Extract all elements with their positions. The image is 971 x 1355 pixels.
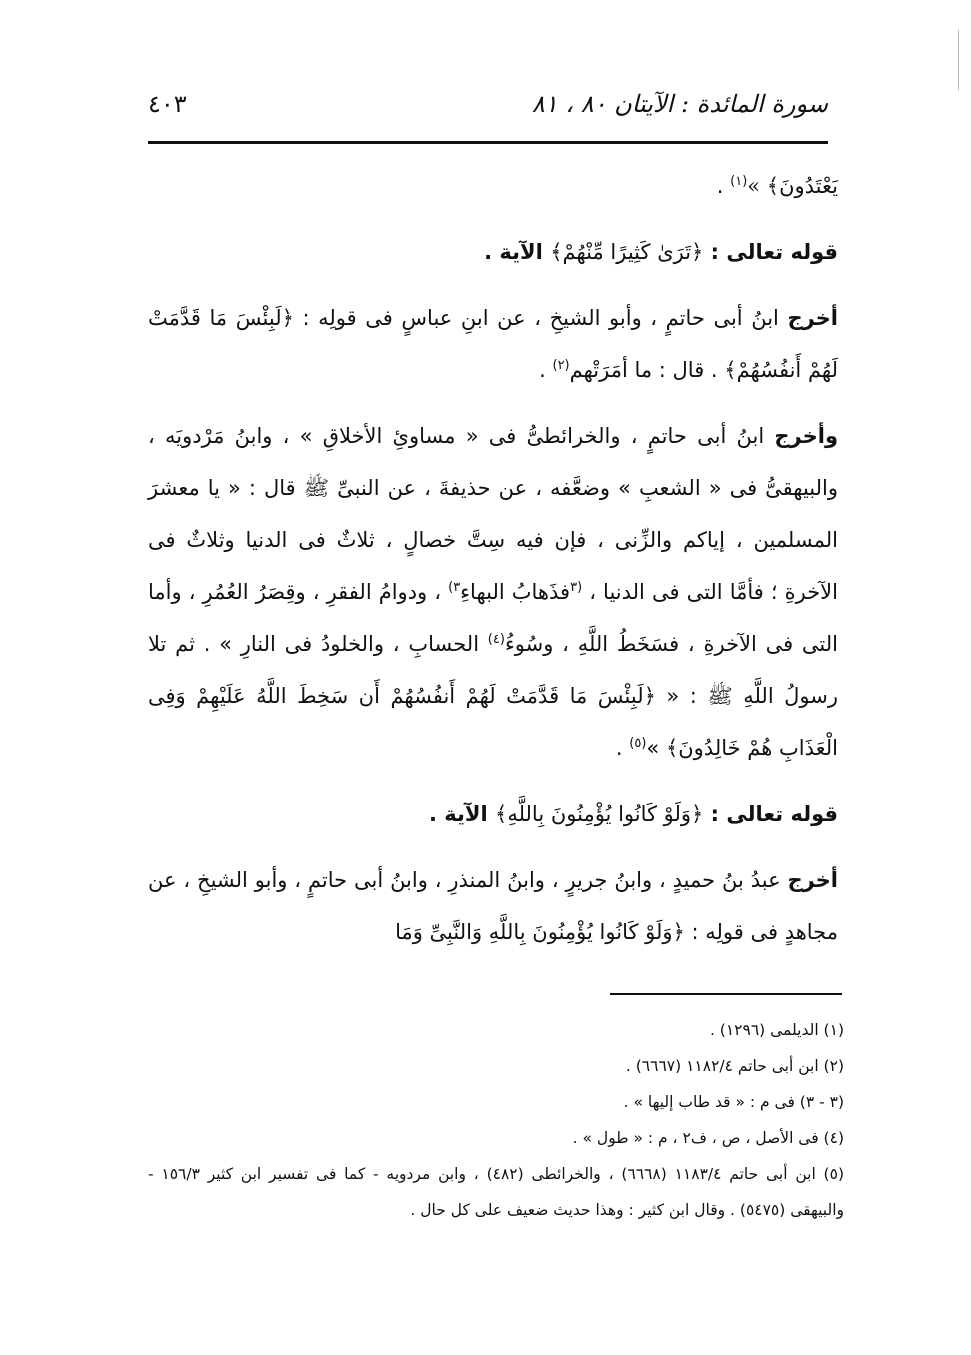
header-rule bbox=[148, 141, 828, 144]
paragraph-text: ابنُ أبى حاتمٍ ، وأبو الشيخِ ، عن ابنِ عباسٍ فى قولِه : bbox=[293, 306, 788, 330]
paragraph-text: الحسابِ ، والخلودُ فى النارِ » . ثم تلا رسولُ اللَّهِ ﷺ : « bbox=[148, 632, 838, 708]
footnote: (٣ - ٣) فى م : « قد طاب إليها » . bbox=[623, 1093, 844, 1111]
footnote-rule bbox=[610, 993, 842, 995]
paragraph bbox=[148, 854, 838, 958]
heading-verse: ﴿وَلَوْ كَانُوا يُؤْمِنُونَ بِاللَّهِ﴾ bbox=[495, 802, 704, 826]
paragraph-lead: أخرج bbox=[787, 306, 838, 330]
footnote: (٤) فى الأصل ، ص ، ف٢ ، م : « طول » . bbox=[572, 1129, 844, 1147]
heading-lead: قوله تعالى : bbox=[703, 802, 838, 826]
continuation-line bbox=[148, 160, 838, 212]
quoted-verse: ﴿وَلَوْ كَانُوا يُؤْمِنُونَ بِاللَّهِ وَالنَّبِىِّ وَمَا bbox=[395, 920, 685, 944]
page-number: ٤٠٣ bbox=[148, 90, 187, 118]
paragraph-text: . قال : ما أمَرَتْهم bbox=[569, 358, 725, 382]
quoted-verse: ﴿لَبِئْسَ مَا قَدَّمَتْ لَهُمْ أَنفُسُهُمْ﴾ bbox=[148, 306, 838, 382]
punctuation: . bbox=[615, 736, 630, 760]
footnote: (٢) ابن أبى حاتم ١١٨٢/٤ (٦٦٦٧) . bbox=[625, 1057, 844, 1075]
paragraph bbox=[148, 292, 838, 396]
footnotes bbox=[148, 1012, 844, 1228]
section-heading bbox=[148, 788, 838, 840]
section-heading bbox=[148, 226, 838, 278]
quoted-verse: ﴿لَبِئْسَ مَا قَدَّمَتْ لَهُمْ أَنفُسُهُمْ أَن سَخِطَ اللَّهُ عَلَيْهِمْ وَفِى الْعَذَابِ هُمْ خَالِدُونَ﴾ bbox=[148, 684, 838, 760]
header-title: سورة المائدة : الآيتان ٨٠ ، ٨١ bbox=[531, 90, 828, 118]
paragraph-text: » bbox=[646, 736, 666, 760]
heading-end: الآية . bbox=[428, 802, 496, 826]
paragraph-text: فذَهابُ البهاءِ bbox=[460, 580, 571, 604]
heading-verse: ﴿تَرَىٰ كَثِيرًا مِّنْهُمْ﴾ bbox=[550, 240, 704, 264]
footnote-ref: ٣) bbox=[448, 580, 461, 595]
paragraph-text: عبدُ بنُ حميدٍ ، وابنُ جريرٍ ، وابنُ المنذرِ ، وابنُ أبى حاتمٍ ، وأبو الشيخِ ، عن مجاهدٍ فى قولِه : bbox=[148, 868, 838, 944]
paragraph-text: ، ودوامُ الفقرِ ، وقِصَرُ العُمُرِ ، وأما التى فى الآخرةِ ، فسَخَطُ اللَّهِ ، وسُوءُ bbox=[148, 580, 838, 656]
footnote-ref: (٣ bbox=[570, 580, 583, 595]
heading-end: الآية . bbox=[484, 240, 551, 264]
main-text bbox=[148, 160, 838, 972]
scan-edge-mark bbox=[958, 30, 959, 90]
footnote-ref: (٥) bbox=[629, 736, 647, 751]
paragraph-text: ابنُ أبى حاتمٍ ، والخرائطىُّ فى « مساوئِ الأخلاقِ » ، وابنُ مَرْدويَه ، والبيهقىُّ فى « الشعبِ » وضعَّفه ، عن حذيفةَ ، عن النبىِّ ﷺ قال : « يا معشرَ المسلمين ، إياكم والزِّنى ، فإن فيه سِتَّ خصالٍ ، ثلاثٌ فى الدنيا وثلاثٌ فى الآخرةِ ؛ فأمَّا التى فى الدنيا ، bbox=[148, 424, 838, 604]
footnote-ref: (٢) bbox=[552, 358, 570, 373]
running-header bbox=[148, 84, 828, 124]
punctuation: . bbox=[539, 358, 553, 382]
heading-lead: قوله تعالى : bbox=[703, 240, 838, 264]
paragraph bbox=[148, 410, 838, 774]
verse-fragment: يَعْتَدُونَ﴾ » bbox=[747, 174, 838, 198]
paragraph-lead: وأخرج bbox=[774, 424, 838, 448]
footnote-ref: (٤) bbox=[487, 632, 505, 647]
footnote: (٥) ابن أبى حاتم ١١٨٣/٤ (٦٦٦٨) ، والخرائطى (٤٨٢) ، وابن مردويه - كما فى تفسير ابن كثير ١٥٦/٣ - والبيهقى (٥٤٧٥) . وقال ابن كثير : وهذا حديث ضعيف على كل حال . bbox=[148, 1165, 844, 1219]
paragraph-lead: أخرج bbox=[787, 868, 838, 892]
punctuation: . bbox=[716, 174, 731, 198]
footnote: (١) الديلمى (١٢٩٦) . bbox=[709, 1021, 844, 1039]
footnote-ref: (١) bbox=[730, 174, 748, 189]
